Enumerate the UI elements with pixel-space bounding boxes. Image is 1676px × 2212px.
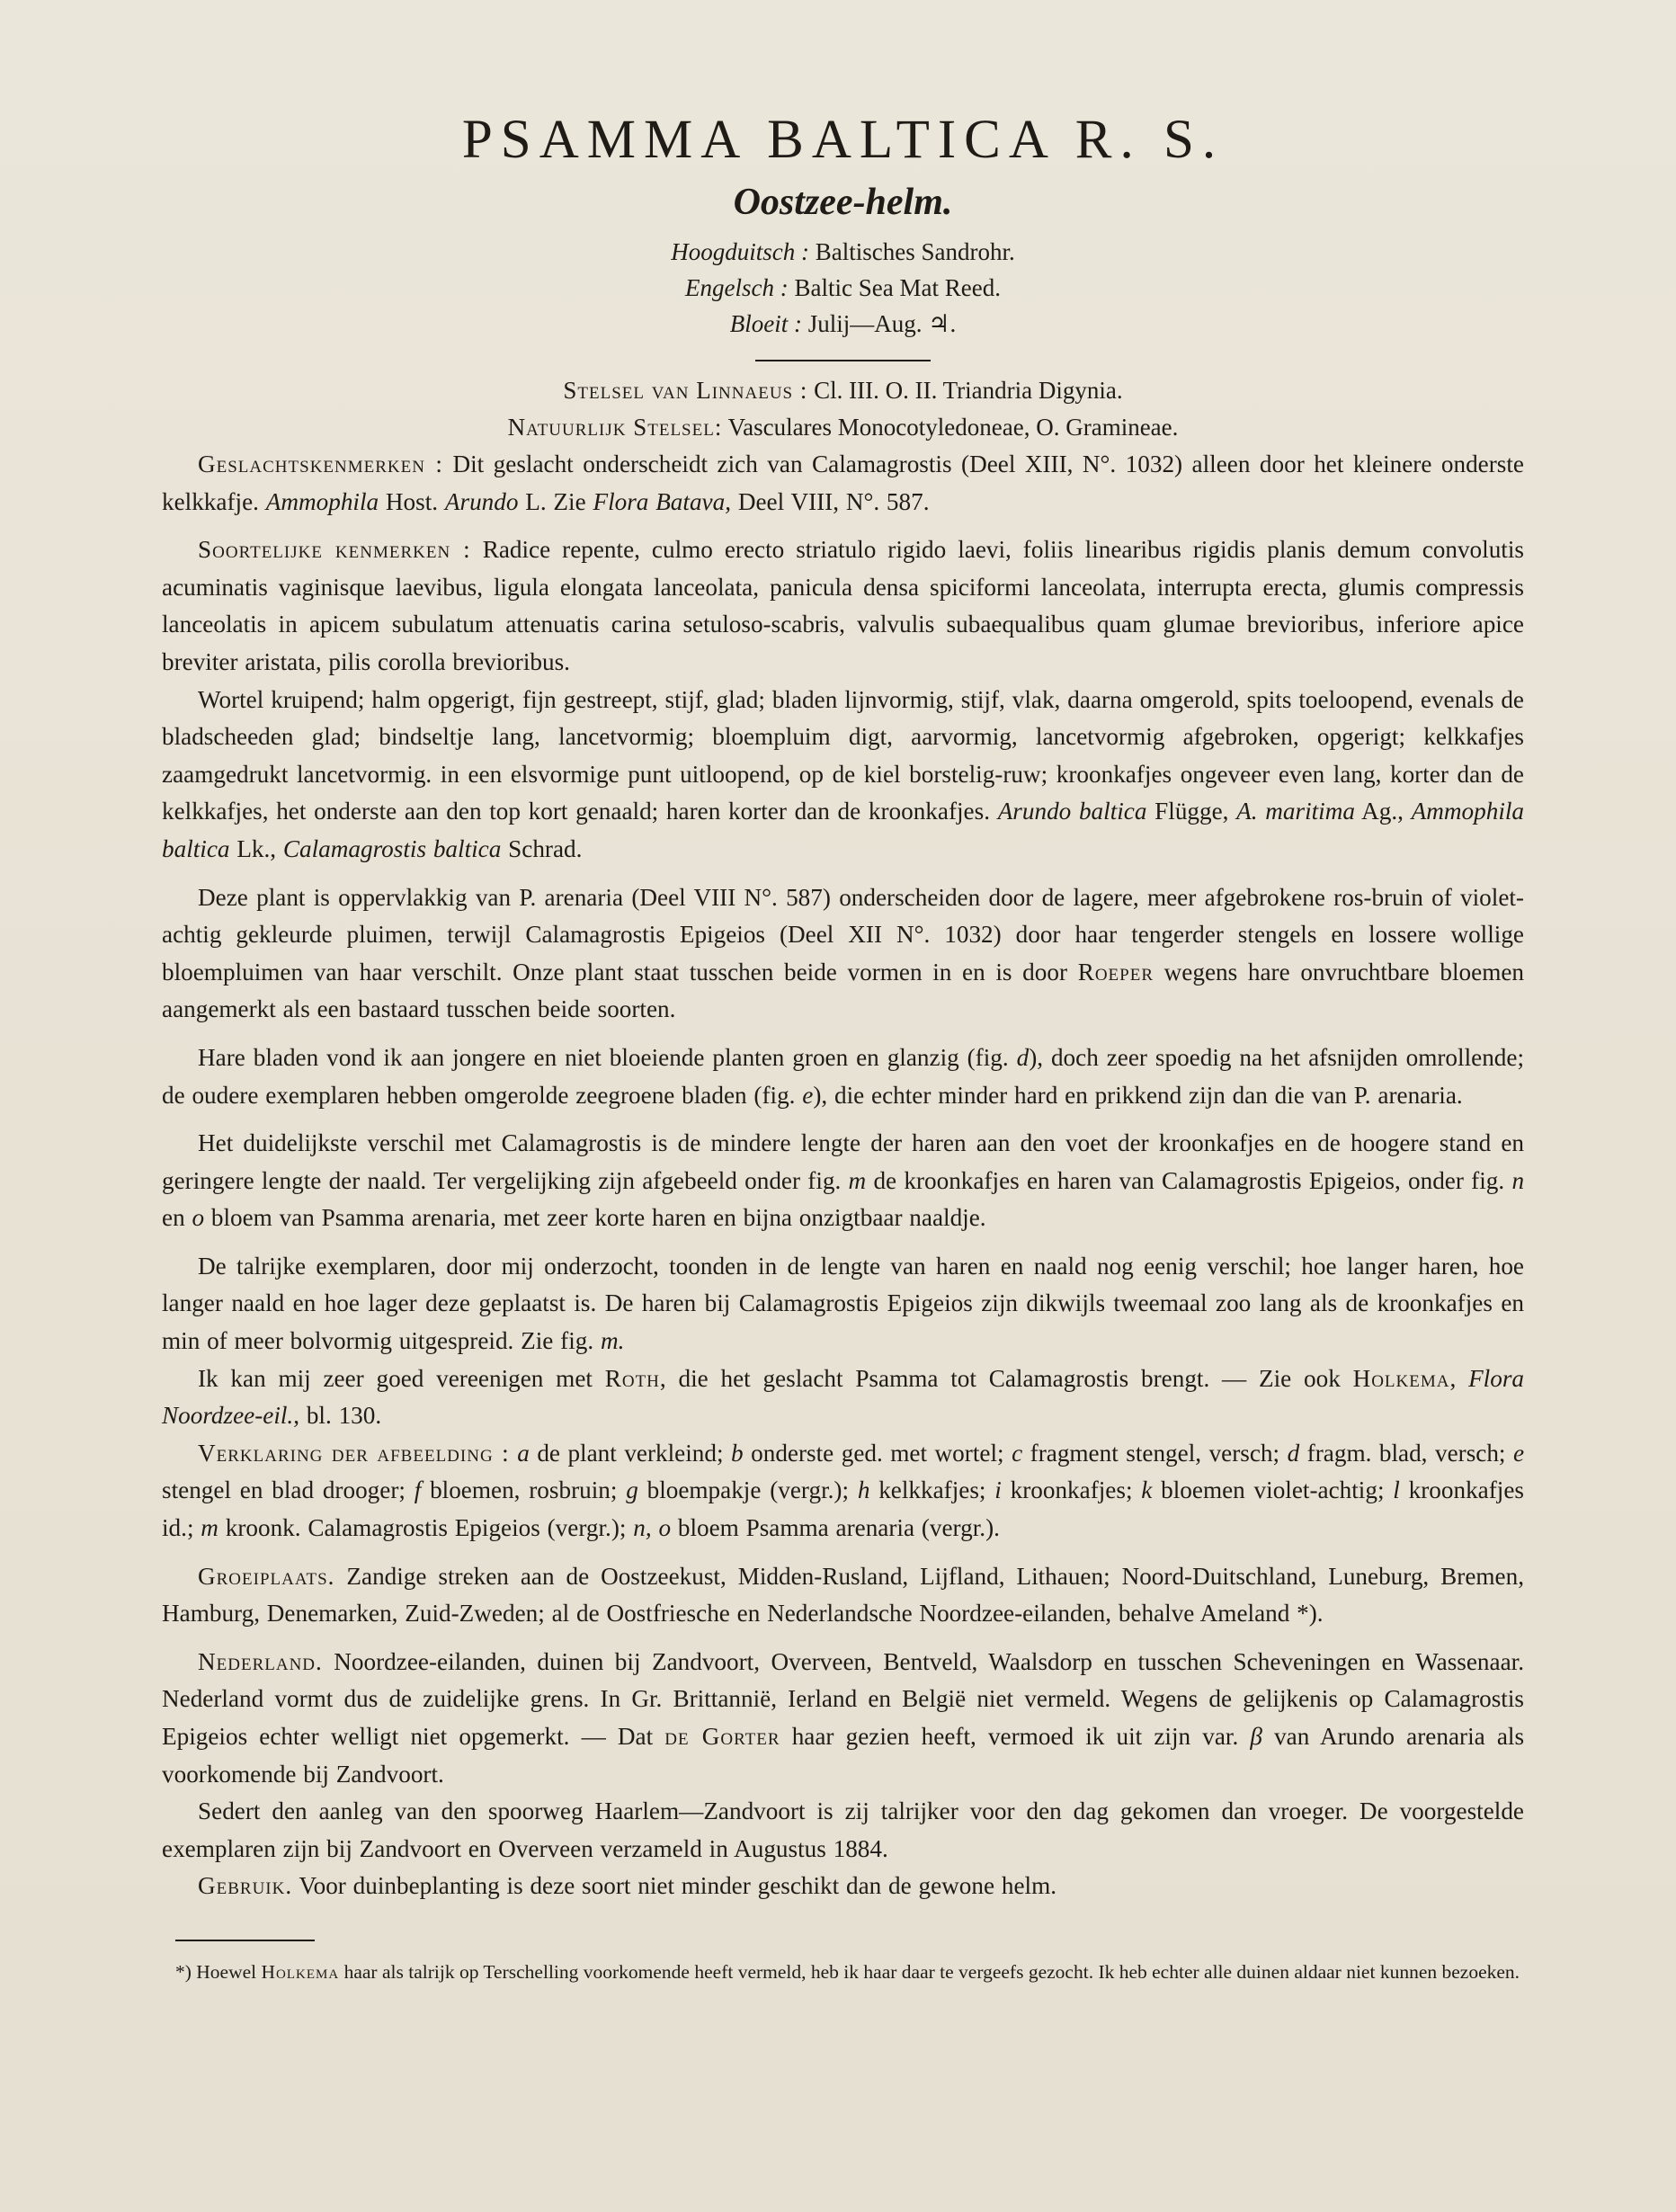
leaves-text: Hare bladen vond ik aan jongere en niet bloeiende planten groen en glanzig (fig. [198,1043,1009,1071]
fig-key-h-text: kelkkafjes; [878,1476,986,1504]
difference-text-end: bloem van Psamma arenaria, met zeer korte haren en bijna onzigtbaar naaldje. [210,1204,986,1232]
fig-key-i: i [994,1476,1002,1504]
page-title: PSAMMA BALTICA R. S. [461,110,1225,170]
fig-key-c: c [1012,1439,1023,1467]
footnote-holkema: Holkema [261,1960,340,1983]
fig-key-e: e [1513,1439,1525,1467]
fig-key-g-text: bloempakje (vergr.); [646,1476,850,1504]
figure-explanation [162,1435,1524,1548]
fig-key-i-text: kroonkafjes; [1010,1476,1133,1504]
fig-key-h: h [857,1476,870,1504]
specimens-paragraph [162,1248,1524,1360]
synonym-3: Ammophila baltica [162,798,1525,862]
genus-see: L. Zie [525,487,586,515]
title-divider [755,360,931,361]
fig-m: m [848,1166,867,1194]
description-text: Wortel kruipend; halm opgerigt, fijn gestreept, stijf, glad; bladen lijnvormig, stijf, vlak, daarna omgerold, spits toeloopend, evenals de bladscheeden glad; bindseltje lang, lancetvormig; bloempluim digt, aarvormig, lancetvormig afgebroken, opgerigt; kelkkafjes zaamgedrukt lancetvormig. in een elsvormige punt uitloopend, op de kiel borstelig-ruw; kroonkafjes ongeveer even lang, korter dan de kelkkafjes, het onderste aan den top kort genaald; haren korter dan de kroonkafjes. [162,685,1524,825]
fig-key-a-text: de plant verkleind; [537,1439,724,1467]
roth-text: Ik kan mij zeer goed vereenigen met [198,1364,593,1392]
fig-key-f: f [414,1476,422,1504]
fig-key-m: m [201,1514,218,1542]
fig-d: d [1016,1043,1030,1071]
roth-name: Roth [604,1364,660,1392]
leaves-paragraph [162,1039,1524,1114]
comparison-text: Deze plant is oppervlakkig van P. arenaria (Deel VIII N°. 587) onderscheiden door de lagere, meer afgebrokene ros-bruin of violet-achtig gekleurde pluimen, terwijl Calamagrostis Epigeios (Deel XII N°. 1032) door haar tengerder stengels en lossere wollige bloempluimen van haar verschilt. Onze plant staat tusschen beide vormen in en is door [162,883,1524,986]
difference-text-mid: de kroonkafjes en haren van Calamagrostis Epigeios, onder fig. [873,1166,1505,1194]
common-names [162,234,1524,342]
railway-paragraph: Sedert den aanleg van den spoorweg Haarlem—Zandvoort is zij talrijker voor den dag gekomen dan vroeger. De voorgestelde exemplaren zijn bij Zandvoort en Overveen verzameld in Augustus 1884. [162,1797,1524,1862]
roth-page-ref: , bl. 130. [293,1402,382,1430]
fig-n: n [1511,1166,1525,1194]
fig-key-b-text: onderste ged. met wortel; [751,1439,1004,1467]
fig-key-m-text: kroonk. Calamagrostis Epigeios (vergr.); [225,1514,627,1542]
german-label: Hoogduitsch : [671,238,809,265]
fig-key-e-text: stengel en blad drooger; [162,1476,406,1504]
netherlands-text-end: van Arundo arenaria als voorkomende bij Zandvoort. [162,1723,1525,1788]
fig-o: o [192,1204,205,1232]
synonym-1-author: Flügge, [1154,798,1229,825]
genus-ammophila: Ammophila [265,487,379,515]
description-paragraph [162,682,1524,869]
genus-flora-batava: Flora Batava, [593,487,732,515]
roth-text-mid: , die het geslacht Psamma tot Calamagrostis brengt. — Zie ook [659,1364,1341,1392]
english-value: Baltic Sea Mat Reed. [794,274,1001,301]
figure-explanation-label: Verklaring der afbeelding : [198,1439,510,1467]
fig-key-d-text: fragm. blad, versch; [1306,1439,1506,1467]
flowering-time [162,306,1524,342]
fig-key-d: d [1287,1439,1300,1467]
fig-key-a: a [517,1439,530,1467]
synonym-4-author: Schrad. [508,834,583,862]
usage-label: Gebruik. [198,1872,293,1900]
genus-arundo: Arundo [444,487,519,515]
habitat-paragraph [162,1558,1524,1633]
german-value: Baltisches Sandrohr. [815,238,1015,265]
roth-paragraph [162,1360,1524,1435]
fig-m-ref: m. [600,1327,625,1355]
comparison-paragraph [162,879,1524,1029]
natural-value: Vasculares Monocotyledoneae, O. Gramineae. [727,414,1179,441]
fig-key-c-text: fragment stengel, versch; [1030,1439,1280,1467]
text-column [162,108,1524,1990]
roth-comma: , [1449,1364,1457,1392]
netherlands-text: Noordzee-eilanden, duinen bij Zandvoort, Overveen, Bentveld, Waalsdorp en tusschen Scheveningen en Wassenaar. Nederland vormt dus de zuidelijke grens. In Gr. Brittannië, Ierland en België niet vermeld. Wegens de gelijkenis op Calamagrostis Epigeios echter welligt niet opgemerkt. — Dat [162,1647,1524,1750]
synonym-1: Arundo baltica [997,798,1147,825]
fig-key-b: b [731,1439,744,1467]
synonym-4: Calamagrostis baltica [282,834,502,862]
genus-text: Dit geslacht onderscheidt zich van Calamagrostis (Deel XIII, N°. 1032) alleen door het kleinere onderste kelkkafje. [162,450,1524,515]
synonym-2: A. maritima [1236,798,1355,825]
fig-key-no: n, o [633,1514,672,1542]
usage-text: Voor duinbeplanting is deze soort niet minder geschikt dan de gewone helm. [299,1872,1057,1900]
leaves-text-end: ), die echter minder hard en prikkend zijn dan die van P. arenaria. [813,1081,1463,1109]
difference-text: Het duidelijkste verschil met Calamagrostis is de mindere lengte der haren aan den voet der kroonkafjes en de hoogere stand en geringere lengte der naald. Ter vergelijking zijn afgebeeld onder fig. [162,1129,1524,1194]
dutch-name: Oostzee-helm. [733,182,953,223]
natural-system [162,409,1524,446]
footnote-text: *) Hoewel [175,1960,257,1983]
de-gorter-name: de Gorter [664,1723,780,1750]
species-characters [162,531,1524,681]
natural-label: Natuurlijk Stelsel: [507,414,723,441]
fig-key-no-text: bloem Psamma arenaria (vergr.). [677,1514,1000,1542]
species-latin: Radice repente, culmo erecto striatulo rigido laevi, foliis linearibus rigidis planis demum convolutis acuminatis vaginisque laevibus, ligula elongata lanceolata, panicula densa spiciformi lanceolata, interrupta erecta, glumis compressis lanceolatis in apicem subulatum attenuatis carina setuloso-scabris, valvulis subaequalibus quam glumae brevioribus, inferiore apice breviter aristata, pilis corolla brevioribus. [162,536,1524,675]
flora-noordzee-ref: Flora Noordzee-eil. [162,1364,1524,1430]
leaves-text-mid: ), doch zeer spoedig na het afsnijden omrollende; de oudere exemplaren hebben omgerolde zeegroene bladen (fig. [162,1043,1525,1109]
difference-and: en [162,1204,185,1232]
footnote-text-end: haar als talrijk op Terschelling voorkomende heeft vermeld, heb ik haar daar te vergeefs gezocht. Ik heb echter alle duinen aldaar niet kunnen bezoeken. [343,1960,1520,1983]
english-label: Engelsch : [685,274,789,301]
english-name [162,270,1524,306]
fig-key-f-text: bloemen, rosbruin; [430,1476,618,1504]
fig-key-g: g [626,1476,638,1504]
linnaeus-value: Cl. III. O. II. Triandria Digynia. [814,377,1123,404]
holkema-name: Holkema [1352,1364,1450,1392]
netherlands-paragraph [162,1644,1524,1793]
habitat-text: Zandige streken aan de Oostzeekust, Midden-Rusland, Lijfland, Lithauen; Noord-Duitschland, Luneburg, Bremen, Hamburg, Denemarken, Zuid-Zweden; al de Oostfriesche en Nederlandsche Noordzee-eilanden, behalve Ameland *). [162,1562,1524,1628]
fig-key-k: k [1141,1476,1153,1504]
genus-ref: Deel VIII, N°. 587. [737,487,930,515]
linnaeus-system [162,372,1524,409]
comparison-text-end: wegens hare onvruchtbare bloemen aangemerkt als een bastaard tusschen beide soorten. [162,958,1525,1023]
flowering-label: Bloeit : [729,310,802,337]
netherlands-text-mid: haar gezien heeft, vermoed ik uit zijn var. [791,1723,1239,1750]
flowering-value: Julij—Aug. ♃. [807,310,957,337]
fig-key-l: l [1393,1476,1400,1504]
fig-key-k-text: bloemen violet-achtig; [1161,1476,1385,1504]
footnote-divider [175,1940,315,1941]
genus-characters [162,446,1524,521]
synonym-3-author: Lk., [236,834,277,862]
genus-label: Geslachtskenmerken : [198,450,443,477]
habitat-label: Groeiplaats. [198,1562,335,1590]
linnaeus-label: Stelsel van Linnaeus : [563,377,808,404]
var-beta: β [1250,1723,1262,1750]
difference-paragraph [162,1125,1524,1237]
netherlands-label: Nederland. [198,1647,323,1675]
usage-paragraph [162,1868,1524,1905]
german-name [162,234,1524,270]
footnote [162,1954,1524,1990]
specimens-text: De talrijke exemplaren, door mij onderzocht, toonden in de lengte van haren en naald nog eenig verschil; hoe langer haren, hoe langer naald en hoe lager deze geplaatst is. De haren bij Calamagrostis Epigeios zijn dikwijls tweemaal zoo lang als de kroonkafjes en min of meer bolvormig uitgespreid. Zie fig. [162,1252,1524,1355]
species-label: Soortelijke kenmerken : [198,536,471,564]
roeper-name: Roeper [1077,958,1154,986]
fig-key-l-text: kroonkafjes id.; [162,1476,1524,1542]
synonym-2-author: Ag., [1361,798,1404,825]
fig-e: e [802,1081,814,1109]
genus-host: Host. [385,487,439,515]
